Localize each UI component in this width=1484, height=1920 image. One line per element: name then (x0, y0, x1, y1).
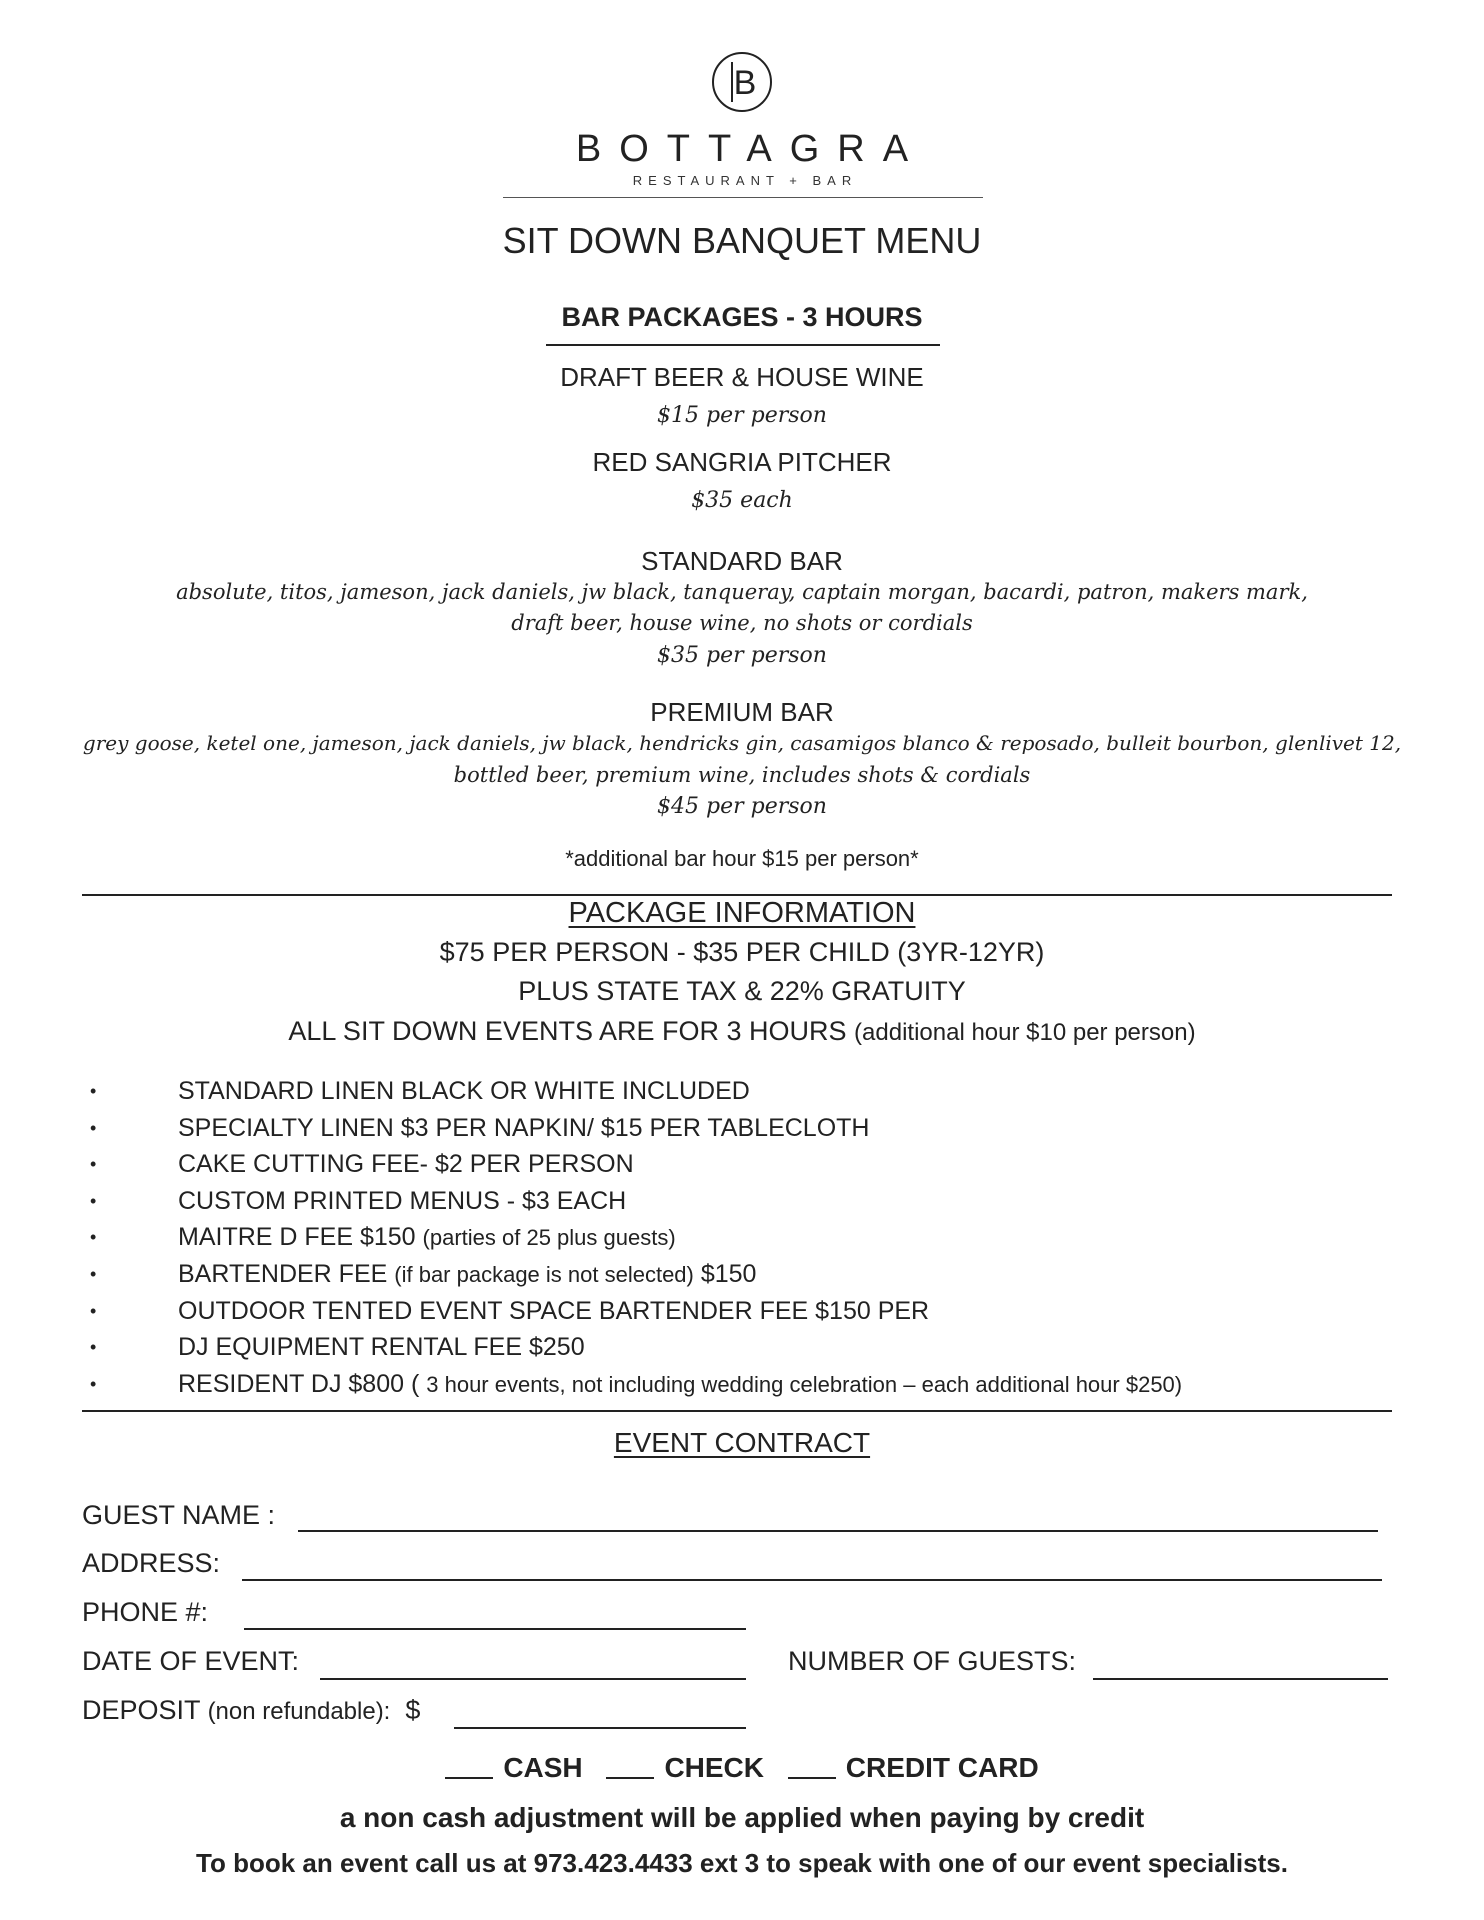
package-description: draft beer, house wine, no shots or cordials (511, 611, 973, 635)
list-item: • BARTENDER FEE (if bar package is not selected) $150 (90, 1259, 757, 1288)
duration-extra: (additional hour $10 per person) (854, 1019, 1196, 1046)
additional-bar-hour-note: *additional bar hour $15 per person* (565, 846, 919, 871)
brand-divider (503, 197, 983, 198)
list-item: • STANDARD LINEN BLACK OR WHITE INCLUDED (90, 1077, 750, 1105)
guest-name-field[interactable] (298, 1530, 1378, 1532)
package-price: $45 per person (657, 794, 827, 819)
logo-letter: B (733, 64, 757, 102)
deposit-label: DEPOSIT (non refundable): $ (82, 1695, 421, 1725)
list-item: • OUTDOOR TENTED EVENT SPACE BARTENDER FEE $150 PER (90, 1296, 930, 1325)
duration-line (0, 1016, 1484, 1047)
payment-option-cash[interactable]: CASH (445, 1752, 582, 1783)
list-item: • RESIDENT DJ $800 ( 3 hour events, not including wedding celebration – each additional hour $250) (90, 1369, 1183, 1398)
guest-name-label: GUEST NAME : (82, 1500, 276, 1530)
brand-logo (0, 50, 1484, 119)
package-info-heading: PACKAGE INFORMATION (568, 897, 916, 929)
package-details-list (82, 1073, 1182, 1402)
package-price: $15 per person (657, 403, 827, 428)
deposit-field[interactable] (454, 1727, 746, 1729)
brand-name: BOTTAGRA (575, 128, 927, 170)
duration-main: ALL SIT DOWN EVENTS ARE FOR 3 HOURS (288, 1016, 847, 1046)
package-price: $35 each (691, 488, 793, 513)
brand-tagline: RESTAURANT + BAR (632, 173, 858, 188)
phone-label: PHONE #: (82, 1597, 209, 1627)
credit-adjustment-note: a non cash adjustment will be applied when paying by credit (339, 1802, 1145, 1833)
package-description: bottled beer, premium wine, includes shots & cordials (453, 763, 1031, 787)
payment-options (0, 1752, 1484, 1784)
logo-mark-icon (710, 50, 774, 114)
address-label: ADDRESS: (82, 1548, 221, 1578)
list-item: • CUSTOM PRINTED MENUS - $3 EACH (90, 1186, 627, 1215)
package-name: PREMIUM BAR (650, 697, 834, 727)
event-date-field[interactable] (320, 1678, 746, 1680)
section-divider (82, 894, 1392, 896)
bar-packages-heading: BAR PACKAGES - 3 HOURS (561, 302, 923, 332)
bar-packages-underline (546, 344, 940, 346)
event-contract-heading: EVENT CONTRACT (613, 1427, 871, 1458)
tax-line: PLUS STATE TAX & 22% GRATUITY (518, 976, 966, 1006)
list-item: • CAKE CUTTING FEE- $2 PER PERSON (90, 1150, 634, 1179)
package-description: grey goose, ketel one, jameson, jack daniels, jw black, hendricks gin, casamigos blanco & reposado, bulleit bourbon, glenlivet 12, (82, 731, 1402, 755)
list-item: • MAITRE D FEE $150 (parties of 25 plus guests) (90, 1223, 676, 1252)
package-name: DRAFT BEER & HOUSE WINE (560, 362, 924, 392)
pricing-line: $75 PER PERSON - $35 PER CHILD (3YR-12YR) (439, 937, 1045, 967)
address-field[interactable] (242, 1579, 1382, 1581)
guest-count-field[interactable] (1093, 1678, 1388, 1680)
booking-note: To book an event call us at 973.423.4433 ext 3 to speak with one of our event specialists. (196, 1848, 1288, 1878)
guest-count-label: NUMBER OF GUESTS: (788, 1646, 1077, 1676)
payment-option-check[interactable]: CHECK (606, 1752, 764, 1783)
phone-field[interactable] (244, 1628, 746, 1630)
event-date-label: DATE OF EVENT: (82, 1646, 300, 1676)
package-description: absolute, titos, jameson, jack daniels, jw black, tanqueray, captain morgan, bacardi, patron, makers mark, (176, 580, 1308, 604)
payment-option-credit-card[interactable]: CREDIT CARD (788, 1752, 1039, 1783)
list-item: • SPECIALTY LINEN $3 PER NAPKIN/ $15 PER TABLECLOTH (90, 1113, 870, 1142)
section-divider (82, 1410, 1392, 1412)
list-item: • DJ EQUIPMENT RENTAL FEE $250 (90, 1333, 585, 1362)
package-name: STANDARD BAR (641, 546, 843, 576)
package-name: RED SANGRIA PITCHER (592, 447, 892, 477)
package-price: $35 per person (657, 643, 827, 668)
page-title: SIT DOWN BANQUET MENU (502, 220, 982, 261)
